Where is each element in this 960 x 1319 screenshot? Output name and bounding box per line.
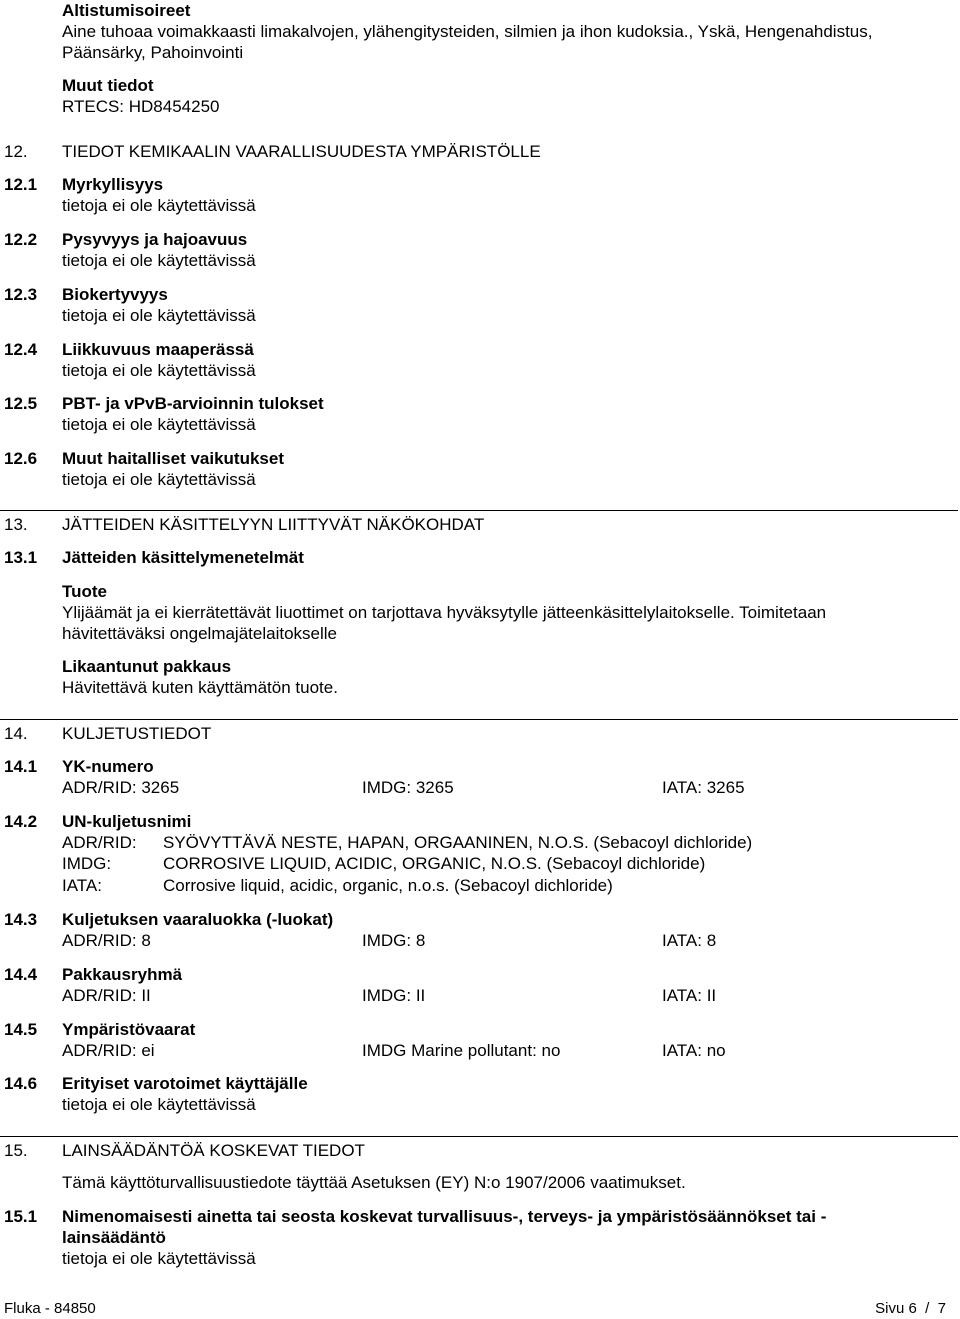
item-12-5-value: tietoja ei ole käytettävissä bbox=[62, 415, 256, 434]
section-13-number: 13. bbox=[4, 515, 28, 534]
item-12-4-number: 12.4 bbox=[4, 340, 38, 359]
section-15-number: 15. bbox=[4, 1141, 28, 1160]
item-12-1-title: Myrkyllisyys bbox=[62, 175, 164, 194]
item-12-6-number: 12.6 bbox=[4, 449, 38, 468]
item-12-2-number: 12.2 bbox=[4, 230, 38, 249]
un-number-iata: IATA: 3265 bbox=[662, 778, 745, 797]
item-14-2-number: 14.2 bbox=[4, 812, 38, 831]
exposure-text-line2: Päänsärky, Pahoinvointi bbox=[62, 43, 244, 62]
exposure-text-line1: Aine tuhoaa voimakkaasti limakalvojen, ylähengitysteiden, silmien ja ihon kudoksia., Yskä, Hengenahdistus, bbox=[62, 22, 873, 41]
item-14-3-number: 14.3 bbox=[4, 910, 38, 929]
packing-group-imdg: IMDG: II bbox=[362, 986, 426, 1005]
packing-group-adr: ADR/RID: II bbox=[62, 986, 151, 1005]
section-12-title: TIEDOT KEMIKAALIN VAARALLISUUDESTA YMPÄRISTÖLLE bbox=[62, 142, 541, 161]
shipping-name-adr-label: ADR/RID: bbox=[62, 833, 137, 852]
item-14-3-title: Kuljetuksen vaaraluokka (-luokat) bbox=[62, 910, 334, 929]
item-12-1-number: 12.1 bbox=[4, 175, 38, 194]
item-12-4-value: tietoja ei ole käytettävissä bbox=[62, 361, 256, 380]
shipping-name-adr-value: SYÖVYTTÄVÄ NESTE, HAPAN, ORGAANINEN, N.O.S. (Sebacoyl dichloride) bbox=[163, 833, 753, 852]
item-12-6-value: tietoja ei ole käytettävissä bbox=[62, 470, 256, 489]
section-14-number: 14. bbox=[4, 724, 28, 743]
item-14-1-number: 14.1 bbox=[4, 757, 38, 776]
item-14-6-number: 14.6 bbox=[4, 1074, 38, 1093]
section-15-title: LAINSÄÄDÄNTÖÄ KOSKEVAT TIEDOT bbox=[62, 1141, 365, 1160]
section-14-title: KULJETUSTIEDOT bbox=[62, 724, 212, 743]
env-hazard-iata: IATA: no bbox=[662, 1041, 726, 1060]
item-15-1-title-line1: Nimenomaisesti ainetta tai seosta koskevat turvallisuus-, terveys- ja ympäristösäännökset tai - bbox=[62, 1207, 827, 1226]
section-15-divider bbox=[0, 1136, 958, 1137]
item-12-3-number: 12.3 bbox=[4, 285, 38, 304]
hazard-class-adr: ADR/RID: 8 bbox=[62, 931, 151, 950]
item-14-6-value: tietoja ei ole käytettävissä bbox=[62, 1095, 256, 1114]
packaging-text: Hävitettävä kuten käyttämätön tuote. bbox=[62, 678, 338, 697]
shipping-name-iata-value: Corrosive liquid, acidic, organic, n.o.s. (Sebacoyl dichloride) bbox=[163, 876, 613, 895]
item-12-2-value: tietoja ei ole käytettävissä bbox=[62, 251, 256, 270]
item-14-5-title: Ympäristövaarat bbox=[62, 1020, 196, 1039]
item-13-1-number: 13.1 bbox=[4, 548, 38, 567]
rtecs-value: RTECS: HD8454250 bbox=[62, 97, 220, 116]
packaging-heading: Likaantunut pakkaus bbox=[62, 657, 232, 676]
item-13-1-title: Jätteiden käsittelymenetelmät bbox=[62, 548, 304, 567]
section-15-intro: Tämä käyttöturvallisuustiedote täyttää Asetuksen (EY) N:o 1907/2006 vaatimukset. bbox=[62, 1173, 686, 1192]
item-12-5-title: PBT- ja vPvB-arvioinnin tulokset bbox=[62, 394, 324, 413]
hazard-class-iata: IATA: 8 bbox=[662, 931, 717, 950]
item-12-3-value: tietoja ei ole käytettävissä bbox=[62, 306, 256, 325]
item-12-5-number: 12.5 bbox=[4, 394, 38, 413]
un-number-adr: ADR/RID: 3265 bbox=[62, 778, 180, 797]
hazard-class-imdg: IMDG: 8 bbox=[362, 931, 426, 950]
product-heading: Tuote bbox=[62, 582, 108, 601]
packing-group-iata: IATA: II bbox=[662, 986, 717, 1005]
exposure-heading: Altistumisoireet bbox=[62, 1, 191, 20]
footer-page-number: Sivu 6 / 7 bbox=[875, 1300, 946, 1317]
item-15-1-title-line2: lainsäädäntö bbox=[62, 1228, 166, 1247]
item-14-6-title: Erityiset varotoimet käyttäjälle bbox=[62, 1074, 308, 1093]
item-15-1-value: tietoja ei ole käytettävissä bbox=[62, 1249, 256, 1268]
un-number-imdg: IMDG: 3265 bbox=[362, 778, 454, 797]
item-14-4-number: 14.4 bbox=[4, 965, 38, 984]
item-14-5-number: 14.5 bbox=[4, 1020, 38, 1039]
section-13-divider bbox=[0, 510, 958, 511]
item-14-4-title: Pakkausryhmä bbox=[62, 965, 183, 984]
section-14-divider bbox=[0, 719, 958, 720]
item-14-1-title: YK-numero bbox=[62, 757, 154, 776]
item-12-6-title: Muut haitalliset vaikutukset bbox=[62, 449, 284, 468]
product-text-line2: hävitettäväksi ongelmajätelaitokselle bbox=[62, 624, 337, 643]
item-15-1-number: 15.1 bbox=[4, 1207, 38, 1226]
item-12-3-title: Biokertyvyys bbox=[62, 285, 168, 304]
env-hazard-imdg: IMDG Marine pollutant: no bbox=[362, 1041, 561, 1060]
item-12-2-title: Pysyvyys ja hajoavuus bbox=[62, 230, 248, 249]
item-14-2-title: UN-kuljetusnimi bbox=[62, 812, 192, 831]
shipping-name-imdg-label: IMDG: bbox=[62, 854, 112, 873]
product-text-line1: Ylijäämät ja ei kierrätettävät liuottimet on tarjottava hyväksytylle jätteenkäsittelylaitokselle. Toimitetaan bbox=[62, 603, 827, 622]
shipping-name-imdg-value: CORROSIVE LIQUID, ACIDIC, ORGANIC, N.O.S. (Sebacoyl dichloride) bbox=[163, 854, 706, 873]
item-12-4-title: Liikkuvuus maaperässä bbox=[62, 340, 254, 359]
env-hazard-adr: ADR/RID: ei bbox=[62, 1041, 155, 1060]
section-12-number: 12. bbox=[4, 142, 28, 161]
shipping-name-iata-label: IATA: bbox=[62, 876, 102, 895]
footer-product-id: Fluka - 84850 bbox=[4, 1300, 96, 1317]
item-12-1-value: tietoja ei ole käytettävissä bbox=[62, 196, 256, 215]
other-info-heading: Muut tiedot bbox=[62, 76, 154, 95]
section-13-title: JÄTTEIDEN KÄSITTELYYN LIITTYVÄT NÄKÖKOHDAT bbox=[62, 515, 485, 534]
